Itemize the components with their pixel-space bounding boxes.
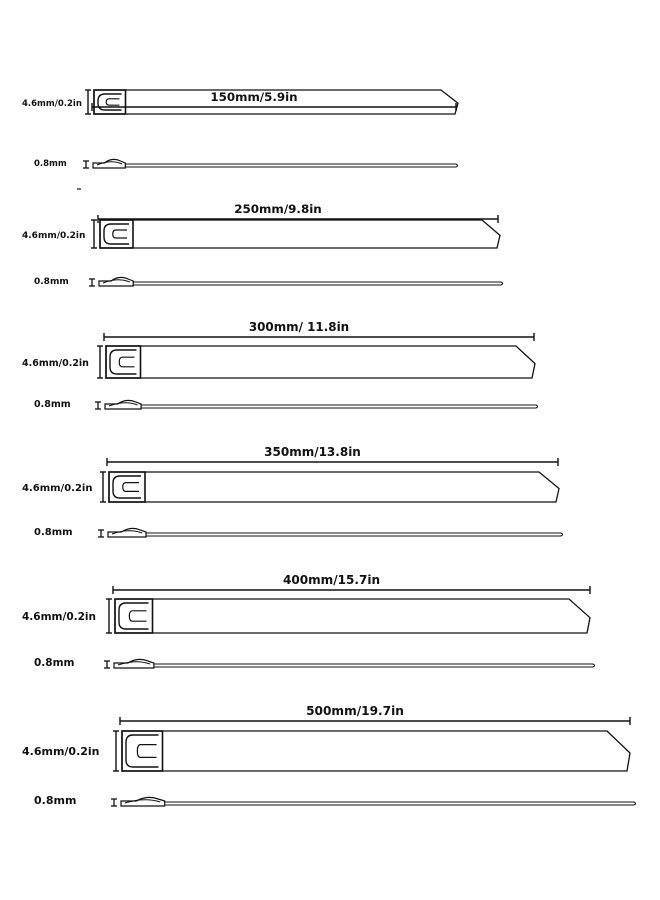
tie-lock-outer — [126, 735, 159, 767]
cable-tie-row — [22, 202, 503, 287]
tie-head — [106, 346, 141, 378]
tie-band — [100, 220, 500, 248]
length-label: 400mm/15.7in — [282, 573, 381, 587]
thickness-label: 0.8mm — [34, 657, 75, 669]
tie-lock-inner — [106, 99, 119, 105]
tie-band — [109, 472, 559, 502]
tie-locking-ball — [112, 531, 142, 534]
thickness-label: 0.8mm — [34, 794, 77, 807]
tie-strip-side — [125, 164, 457, 167]
tie-strip-side — [133, 282, 502, 285]
tie-locking-ball — [109, 403, 137, 406]
tie-lock-inner — [129, 611, 146, 621]
tie-band — [115, 599, 590, 633]
tie-band — [122, 731, 630, 771]
tie-lock-outer — [110, 350, 137, 374]
tie-strip-side — [146, 533, 563, 536]
cable-tie-row — [22, 445, 563, 538]
tie-locking-ball — [97, 162, 122, 165]
tie-lock-inner — [123, 483, 139, 492]
tie-locking-ball — [103, 280, 130, 283]
width-label: 4.6mm/0.2in — [22, 231, 86, 241]
length-label: 150mm/5.9in — [210, 90, 298, 104]
tie-band — [106, 346, 535, 378]
length-label: 300mm/ 11.8in — [248, 320, 350, 334]
tie-strip-side — [141, 405, 537, 408]
thickness-label: 0.8mm — [34, 277, 69, 287]
thickness-label: 0.8mm — [34, 159, 67, 169]
thickness-label: 0.8mm — [34, 527, 73, 538]
tie-strip-side — [154, 664, 595, 667]
tie-lock-inner — [137, 745, 156, 758]
tie-lock-inner — [119, 357, 134, 367]
cable-tie-row — [22, 704, 636, 807]
tie-lock-inner — [113, 230, 127, 238]
tie-lock-outer — [104, 224, 129, 244]
thickness-label: 0.8mm — [34, 399, 71, 410]
cable-tie-row — [22, 320, 538, 410]
length-label: 500mm/19.7in — [306, 704, 404, 718]
cable-tie-row — [22, 90, 458, 169]
width-label: 4.6mm/0.2in — [22, 745, 100, 758]
length-label: 350mm/13.8in — [264, 445, 361, 459]
width-label: 4.6mm/0.2in — [22, 611, 96, 623]
cable-tie-row — [22, 573, 595, 669]
tie-locking-ball — [118, 662, 150, 665]
tie-locking-ball — [125, 800, 160, 803]
width-label: 4.6mm/0.2in — [22, 483, 93, 494]
tie-lock-outer — [113, 476, 141, 498]
tie-strip-side — [165, 802, 636, 805]
width-label: 4.6mm/0.2in — [22, 358, 89, 369]
length-label: 250mm/9.8in — [234, 202, 322, 216]
tie-lock-outer — [119, 603, 149, 629]
width-label: 4.6mm/0.2in — [22, 99, 82, 109]
